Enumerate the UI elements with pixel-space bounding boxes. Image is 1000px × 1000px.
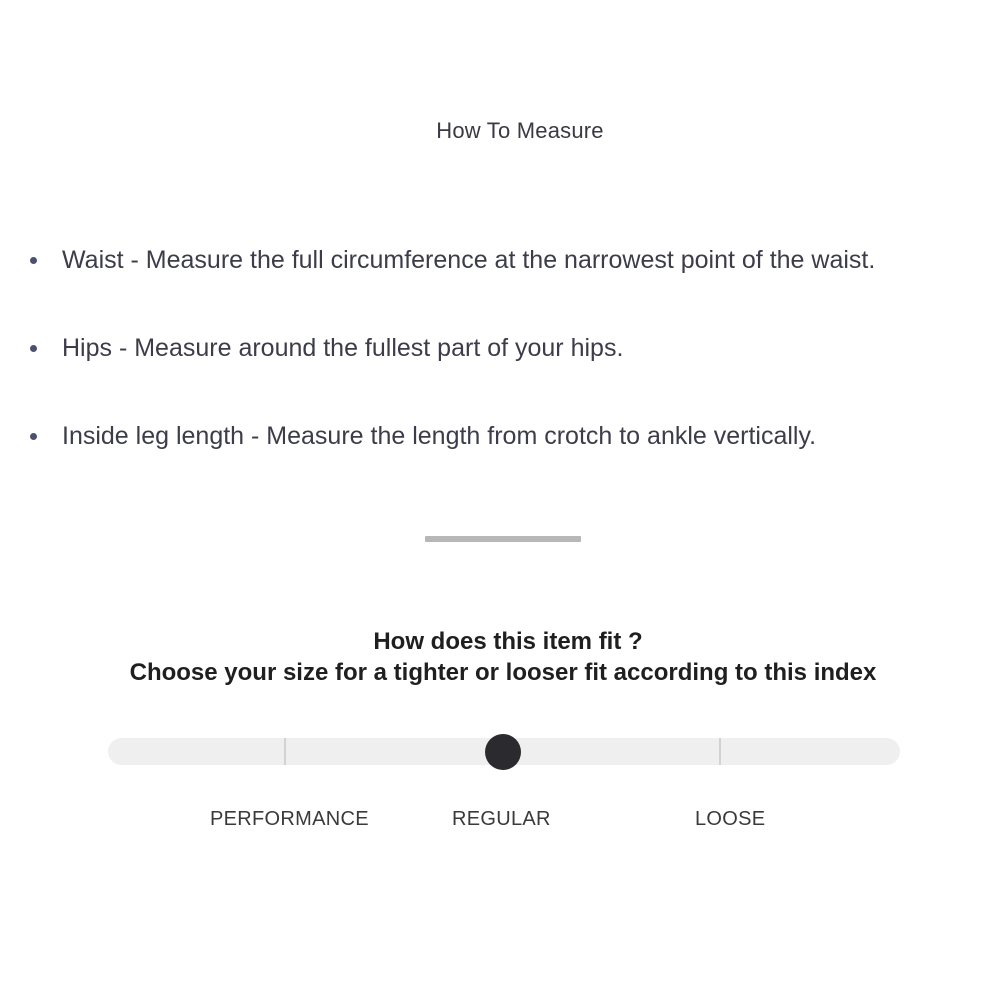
fit-heading [0,626,1000,688]
slider-tick [284,738,286,765]
measurement-list [30,238,990,502]
slider-tick [719,738,721,765]
bullet-icon [30,257,37,264]
fit-label-performance: PERFORMANCE [210,808,369,830]
list-item-text: Inside leg length - Measure the length from crotch to ankle vertically. [62,422,817,450]
list-item-text: Waist - Measure the full circumference at the narrowest point of the waist. [62,246,876,274]
divider [425,536,581,542]
fit-slider-knob[interactable] [485,734,521,770]
list-item-inside-leg [30,414,990,502]
bullet-icon [30,433,37,440]
fit-question: How does this item fit ? [373,628,643,655]
fit-label-loose: LOOSE [695,808,766,830]
fit-instruction: Choose your size for a tighter or looser fit according to this index [129,659,877,686]
bullet-icon [30,345,37,352]
list-item-hips [30,326,990,414]
page-title: How To Measure [436,118,604,143]
list-item-waist [30,238,990,326]
fit-label-regular: REGULAR [452,808,551,830]
list-item-text: Hips - Measure around the fullest part of your hips. [62,334,624,362]
